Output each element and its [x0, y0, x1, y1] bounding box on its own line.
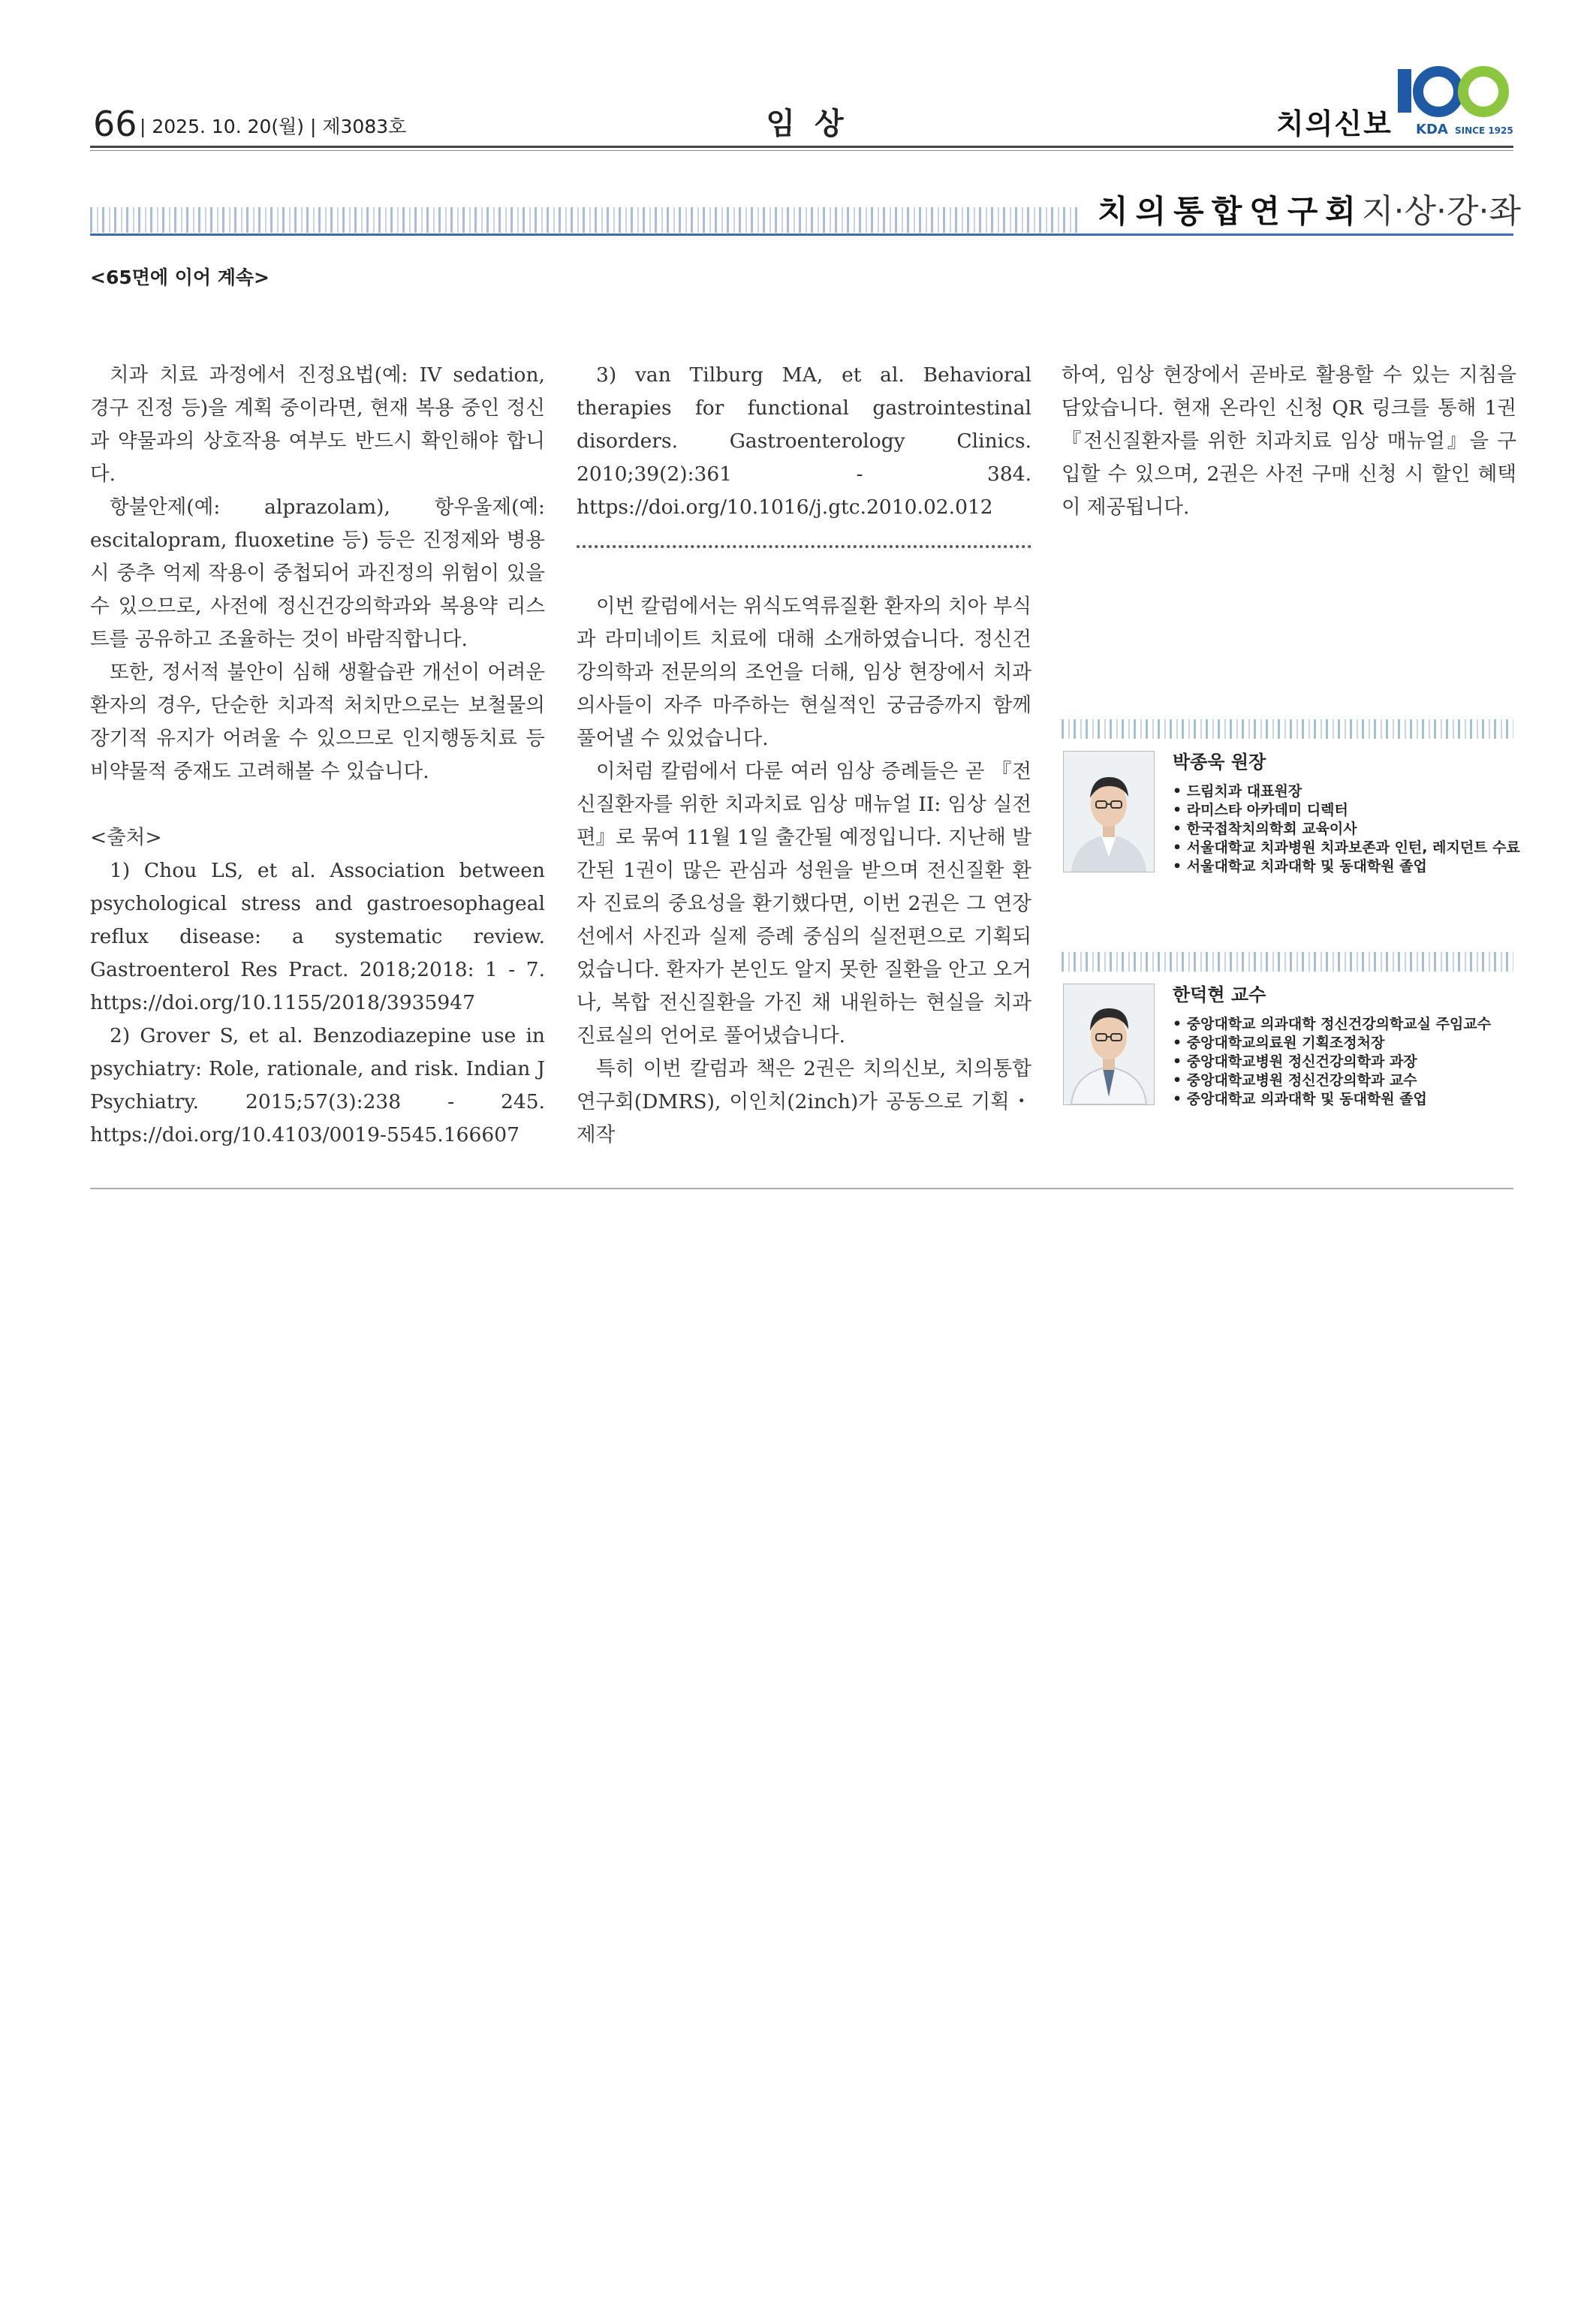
paragraph: 항불안제(예: alprazolam), 항우울제(예: escitalopram, fluoxetine 등) 등은 진정제와 병용 시 중추 억제 작용이 중첩되어 과진정의 위험이 있을 수 있으므로, 사전에 정신건강의학과와 복용약 리스트를 공유하고 조율하는 것이 바람직합니다.	[90, 496, 545, 651]
series-title: 치의통합연구회	[1098, 193, 1364, 230]
series-subtitle: 지·상·강·좌	[1362, 192, 1521, 230]
author-credentials	[1173, 1015, 1491, 1109]
newspaper-name: 치의신보	[1276, 107, 1393, 140]
paragraph: 이번 칼럼에서는 위식도역류질환 환자의 치아 부식과 라미네이트 치료에 대해 소개하였습니다. 정신건강의학과 전문의의 조언을 더해, 임상 현장에서 치과의사들이 자주 마주하는 현실적인 궁금증까지 함께 풀어낼 수 있었습니다.	[577, 595, 1031, 750]
page-number: 66	[93, 104, 137, 144]
paragraph: 하여, 임상 현장에서 곧바로 활용할 수 있는 지침을 담았습니다. 현재 온라인 신청 QR 링크를 통해 1권 『전신질환자를 위한 치과치료 임상 매뉴얼』을 구입할 수 있으며, 2권은 사전 구매 신청 시 할인 혜택이 제공됩니다.	[1061, 363, 1516, 519]
article-column-2	[577, 359, 1031, 524]
paragraph: 이처럼 칼럼에서 다룬 여러 임상 증례들은 곧 『전신질환자를 위한 치과치료 임상 매뉴얼 II: 임상 실전편』로 묶여 11월 1일 출간될 예정입니다. 지난해 발간된 1권이 많은 관심과 성원을 받으며 전신질환 환자 진료의 중요성을 환기했다면, 이번 2권은 그 연장선에서 사진과 실제 증례 중심의 실전편으로 기획되었습니다. 환자가 본인도 알지 못한 질환을 안고 오거나, 복합 전신질환을 가진 채 내원하는 현실을 치과 진료실의 언어로 풀어냈습니다.	[577, 760, 1031, 1047]
credential-item: • 한국접착치의학회 교육이사	[1173, 820, 1520, 839]
header-rule	[90, 146, 1513, 148]
credential-item: • 서울대학교 치과대학 및 동대학원 졸업	[1173, 857, 1520, 876]
logo-ring-right	[1463, 71, 1504, 112]
article-column-3	[1061, 359, 1516, 524]
logo-digit-one	[1398, 69, 1411, 113]
author-credentials	[1173, 782, 1520, 876]
paragraph: 치과 치료 과정에서 진정요법(예: IV sedation, 경구 진정 등)을 계획 중이라면, 현재 복용 중인 정신과 약물과의 상호작용 여부도 반드시 확인해야 합니다.	[90, 363, 545, 486]
paragraph: 또한, 정서적 불안이 심해 생활습관 개선이 어려운 환자의 경우, 단순한 치과적 처치만으로는 보철물의 장기적 유지가 어려울 수 있으므로 인지행동치료 등 비약물적 중재도 고려해볼 수 있습니다.	[90, 661, 545, 783]
header-rule-thin	[90, 150, 1513, 151]
continued-note: <65면에 이어 계속>	[90, 267, 270, 288]
author-photo	[1063, 751, 1155, 872]
logo-since: SINCE 1925	[1455, 125, 1513, 136]
logo-ring-left	[1418, 71, 1459, 112]
credential-item: • 중앙대학교병원 정신건강의학과 과장	[1173, 1053, 1491, 1071]
references-heading: <출처>	[90, 826, 162, 849]
person-portrait-icon	[1064, 752, 1154, 872]
bottom-rule	[90, 1188, 1513, 1189]
kda-100-logo	[1395, 65, 1513, 140]
author-pattern-bar	[1061, 719, 1513, 739]
credential-item: • 라미스타 아카데미 디렉터	[1173, 801, 1520, 820]
credential-item: • 서울대학교 치과병원 치과보존과 인턴, 레지던트 수료	[1173, 839, 1520, 857]
article-column-1	[90, 359, 545, 1152]
credential-item: • 중앙대학교 의과대학 정신건강의학교실 주임교수	[1173, 1015, 1491, 1034]
author-name: 박종욱 원장	[1173, 752, 1266, 773]
reference-item: 3) van Tilburg MA, et al. Behavioral therapies for functional gastrointestinal disorders. Gastroenterology Clinics. 2010;39(2):361 - 384. https://doi.org/10.1016/j.gtc.2010.02.012	[577, 363, 1031, 519]
author-photo	[1063, 984, 1155, 1105]
dotted-divider	[577, 545, 1031, 548]
paragraph: 특히 이번 칼럼과 책은 2권은 치의신보, 치의통합연구회(DMRS), 이인치(2inch)가 공동으로 기획・제작	[577, 1057, 1031, 1146]
person-portrait-icon	[1064, 984, 1154, 1104]
author-name: 한덕현 교수	[1173, 984, 1266, 1005]
credential-item: • 중앙대학교 의과대학 및 동대학원 졸업	[1173, 1090, 1491, 1109]
series-rule	[90, 234, 1513, 236]
reference-item: 2) Grover S, et al. Benzodiazepine use in psychiatry: Role, rationale, and risk. Indian J Psychiatry. 2015;57(3):238 - 245. https://doi.org/10.4103/0019-5545.166607	[90, 1024, 545, 1146]
author-pattern-bar	[1061, 952, 1513, 972]
credential-item: • 드림치과 대표원장	[1173, 782, 1520, 801]
logo-brand: KDA	[1416, 122, 1448, 137]
reference-item: 1) Chou LS, et al. Association between psychological stress and gastroesophageal reflux disease: a systematic review. Gastroenterol Res Pract. 2018;2018: 1 - 7. https://doi.org/10.1155/2018/3935947	[90, 859, 545, 1014]
issue-date: | 2025. 10. 20(월) | 제3083호	[140, 116, 407, 137]
article-column-2-body	[577, 590, 1031, 1152]
section-title: 임 상	[766, 107, 848, 141]
credential-item: • 중앙대학교병원 정신건강의학과 교수	[1173, 1071, 1491, 1090]
credential-item: • 중앙대학교의료원 기획조정처장	[1173, 1034, 1491, 1053]
series-pattern-bar	[90, 207, 1081, 233]
